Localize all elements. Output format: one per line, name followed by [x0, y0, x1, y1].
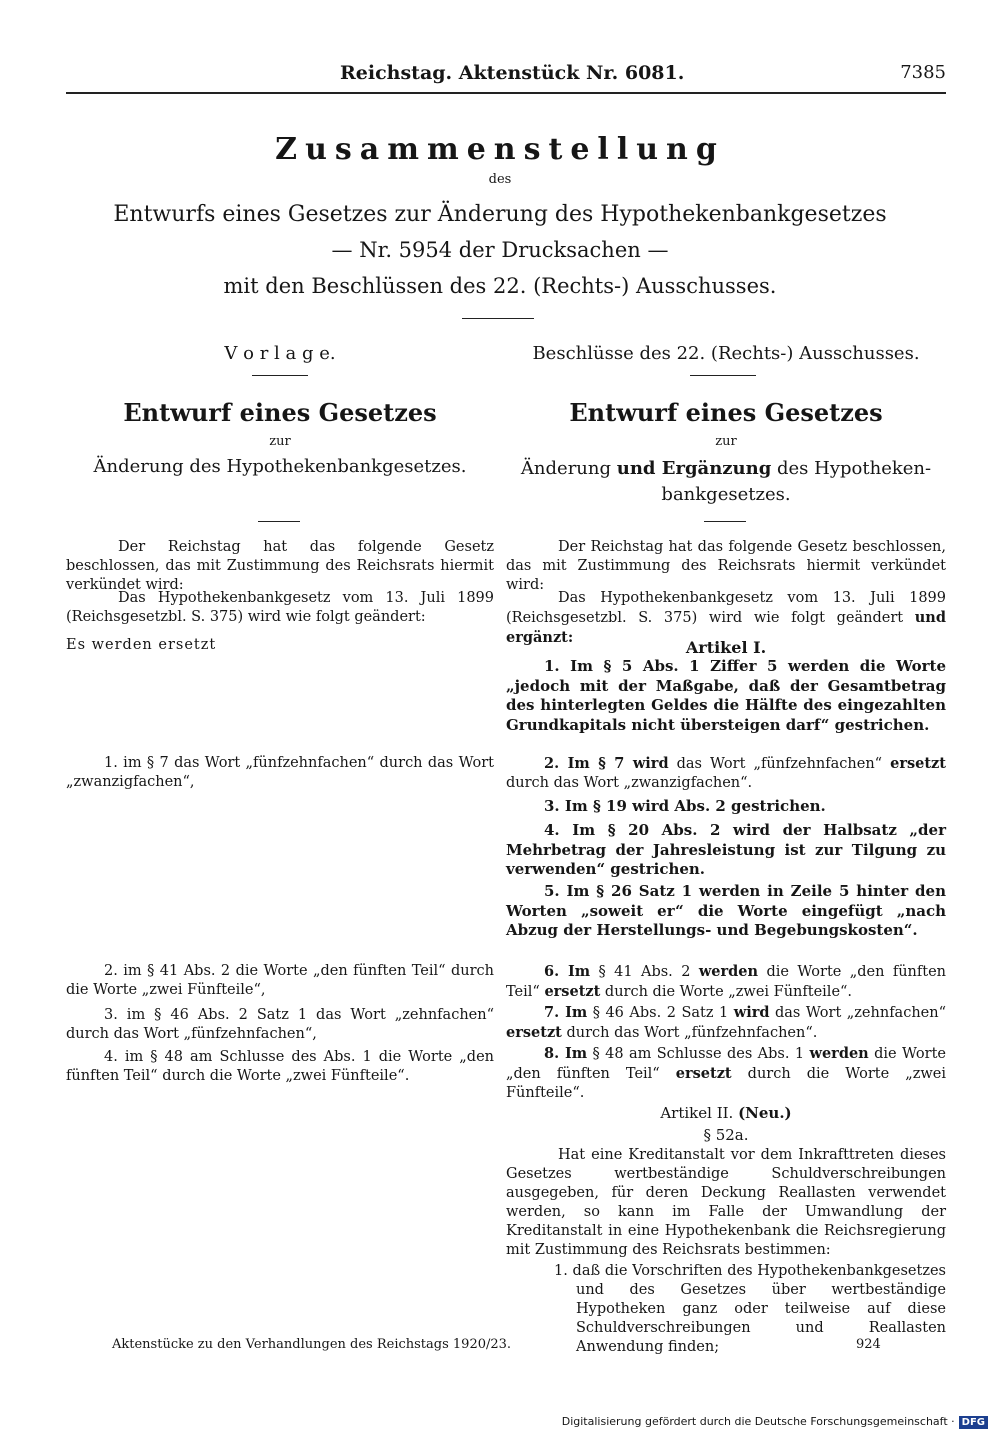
right-item-6: [506, 962, 946, 1002]
right-artikel-2-neu: (Neu.): [738, 1104, 792, 1122]
left-item-2: 2. im § 41 Abs. 2 die Worte „den fünften Teil“ durch die Worte „zwei Fünfteile“,: [66, 963, 494, 998]
right-p1-a: Das Hypothekenbankgesetz vom 13. Juli 1899 (Reichsgesetzbl. S. 375) wird wie folgt geändert: [506, 590, 946, 626]
digitization-credit: [562, 1415, 988, 1429]
header-rule: [66, 92, 946, 94]
right-i6-d: die Worte „den fünften Teil“: [506, 964, 947, 1000]
right-i6-f: durch die Worte „zwei Fünfteile“.: [600, 984, 853, 1000]
running-title: Reichstag. Aktenstück Nr. 6081.: [340, 62, 685, 84]
right-i2-e: durch das Wort „zwanzigfachen“.: [506, 775, 753, 791]
right-i7-e: ersetzt: [506, 1024, 562, 1041]
right-heading-rule: [690, 375, 756, 376]
left-heading-rule: [252, 375, 308, 376]
right-i8-e: ersetzt: [675, 1065, 732, 1082]
right-section-52a: § 52a.: [703, 1126, 749, 1144]
right-i8-b: § 48 am Schlusse des Abs. 1: [587, 1046, 810, 1062]
right-i2-a: 2. Im § 7: [544, 755, 633, 772]
footer-number: 924: [856, 1337, 881, 1352]
left-zur: zur: [269, 434, 291, 449]
title-rule: [462, 318, 534, 319]
footer-source: Aktenstücke zu den Verhandlungen des Reichstags 1920/23.: [112, 1337, 512, 1352]
left-section-rule: [258, 521, 300, 522]
right-i6-c: werden: [698, 963, 759, 980]
left-item-3: 3. im § 46 Abs. 2 Satz 1 das Wort „zehnfachen“ durch das Wort „fünfzehnfachen“,: [66, 1007, 494, 1042]
page-number: 7385: [900, 62, 946, 83]
right-i6-e: ersetzt: [544, 983, 601, 1000]
right-i6-b: § 41 Abs. 2: [590, 964, 699, 980]
right-item-3: 3. Im § 19 wird Abs. 2 gestrichen.: [544, 797, 826, 815]
right-i2-c: das Wort „fünfzehnfachen“: [668, 756, 891, 772]
right-item-2: [506, 754, 946, 793]
right-i7-d: das Wort „zehnfachen“: [769, 1005, 946, 1021]
right-item-7: [506, 1003, 946, 1043]
right-i8-f: durch die Worte „zwei Fünfteile“.: [506, 1066, 947, 1101]
right-item-5: 5. Im § 26 Satz 1 werden in Zeile 5 hinter den Worten „soweit er“ die Worte eingefügt „nach Abzug der Herstellungs- und Begebungskosten“.: [506, 882, 946, 939]
right-subitem-1: 1. daß die Vorschriften des Hypothekenbankgesetzes und des Gesetzes über wertbeständige Hypotheken ganz oder teilweise auf diese Schuldverschreibungen und Reallasten Anwendung finden;: [554, 1263, 946, 1355]
right-i7-f: durch das Wort „fünfzehnfachen“.: [561, 1025, 818, 1041]
right-item-4: 4. Im § 20 Abs. 2 wird der Halbsatz „der Mehrbetrag der Jahresleistung ist zur Tilgung zu verwenden“ gestrichen.: [506, 821, 946, 878]
running-header: [66, 60, 946, 90]
right-sub-d: bankgesetzes.: [661, 484, 791, 505]
right-sub-c: des Hypotheken-: [771, 458, 932, 479]
left-paragraph-2: Es werden ersetzt: [66, 637, 217, 653]
credit-text: Digitalisierung gefördert durch die Deutsche Forschungsgemeinschaft ·: [561, 1415, 955, 1428]
left-column-heading: V o r l a g e.: [224, 343, 336, 364]
left-law-heading: Entwurf eines Gesetzes: [123, 398, 437, 427]
dfg-logo: DFG: [959, 1416, 988, 1429]
right-i8-c: werden: [809, 1045, 869, 1062]
right-sub-b: und Ergänzung: [616, 458, 772, 479]
right-i2-b: wird: [632, 755, 669, 772]
right-section-52a-text: Hat eine Kreditanstalt vor dem Inkrafttreten dieses Gesetzes wertbeständige Schuldverschreibungen ausgegeben, für deren Deckung Reallasten verwendet werden, so kann im Falle der Umwandlung der Kreditanstalt in eine Hypothekenbank die Reichsregierung mit Zustimmung des Reichsrats bestimmen:: [506, 1147, 946, 1258]
right-law-heading: Entwurf eines Gesetzes: [569, 398, 883, 427]
left-paragraph-1: Das Hypothekenbankgesetz vom 13. Juli 1899 (Reichsgesetzbl. S. 375) wird wie folgt geändert:: [66, 590, 494, 625]
left-item-4: 4. im § 48 am Schlusse des Abs. 1 die Worte „den fünften Teil“ durch die Worte „zwei Fünfteile“.: [66, 1049, 494, 1084]
right-column-heading: Beschlüsse des 22. (Rechts-) Ausschusses.: [532, 343, 920, 364]
title-line-2: — Nr. 5954 der Drucksachen —: [331, 238, 669, 262]
title-line-1: Entwurfs eines Gesetzes zur Änderung des Hypothekenbankgesetzes: [113, 202, 887, 227]
document-title: Zusammenstellung: [275, 132, 725, 167]
left-intro: Der Reichstag hat das folgende Gesetz beschlossen, das mit Zustimmung des Reichsrats hiermit verkündet wird:: [66, 539, 494, 593]
right-p1-b: und ergänzt:: [506, 609, 946, 646]
right-artikel-1: Artikel I.: [685, 638, 767, 657]
right-i7-a: 7. Im: [544, 1004, 588, 1021]
right-i7-c: wird: [733, 1004, 770, 1021]
right-i8-a: 8. Im: [544, 1045, 588, 1062]
right-section-rule: [704, 521, 746, 522]
title-des: des: [488, 172, 512, 187]
right-i6-a: 6. Im: [544, 963, 591, 980]
right-item-1: 1. Im § 5 Abs. 1 Ziffer 5 werden die Worte „jedoch mit der Maßgabe, daß der Gesamtbetrag des hinterlegten Geldes die Hälfte des eingezahlten Grundkapitals nicht übersteigen darf“ gestrichen.: [506, 657, 946, 734]
right-i7-b: § 46 Abs. 2 Satz 1: [587, 1005, 734, 1021]
right-subheading: [506, 456, 946, 508]
left-subheading: Änderung des Hypothekenbankgesetzes.: [93, 456, 467, 477]
right-artikel-2: [506, 1104, 946, 1122]
right-i2-d: ersetzt: [890, 755, 946, 772]
right-zur: zur: [715, 434, 737, 449]
right-sub-a: Änderung: [520, 458, 617, 479]
title-line-3: mit den Beschlüssen des 22. (Rechts-) Ausschusses.: [223, 274, 777, 298]
left-item-1: 1. im § 7 das Wort „fünfzehnfachen“ durch das Wort „zwanzigfachen“,: [66, 755, 494, 790]
right-artikel-2-label: Artikel II.: [660, 1104, 739, 1122]
right-i8-d: die Worte „den fünften Teil“: [506, 1046, 946, 1082]
right-item-8: [506, 1044, 946, 1103]
right-intro: Der Reichstag hat das folgende Gesetz beschlossen, das mit Zustimmung des Reichsrats hiermit verkündet wird:: [506, 539, 946, 593]
